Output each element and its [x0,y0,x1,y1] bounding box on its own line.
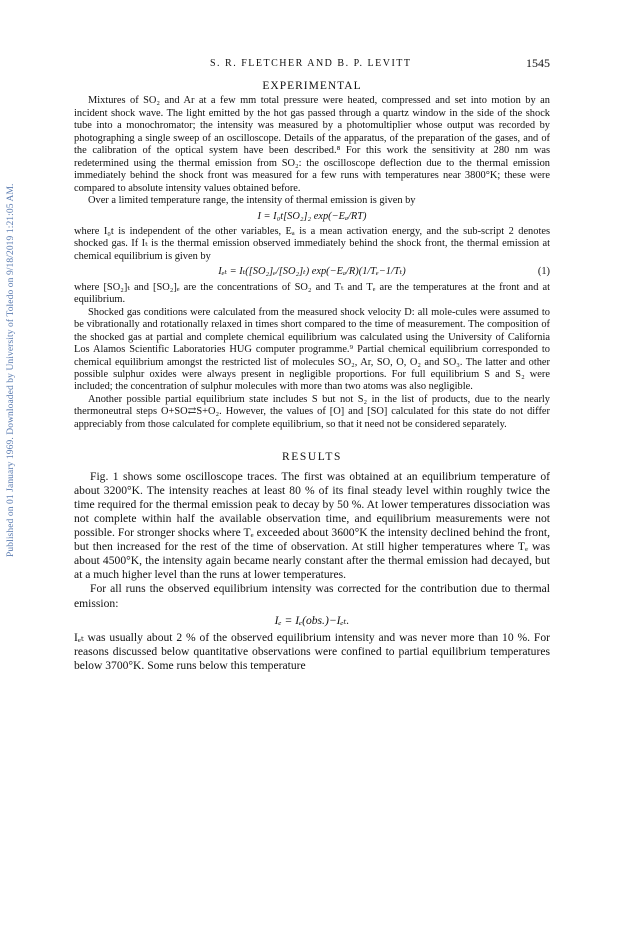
experimental-paragraph-1: Mixtures of SO₂ and Ar at a few mm total pressure were heated, compressed and set into motion by an incident shock wave. The light emitted by the hot gas passed through a quartz window in the side of the shock tube into a monochromator; the intensity was measured by a photomultiplier whose output was recorded by photographing a single sweep of an oscilloscope. Details of the apparatus, of the preparation of the gases, and of the calibration of the optical system have been described.⁸ For this work the sensitivity at 280 nm was redetermined using the thermal emission from SO₂: the oscilloscope deflection due to the thermal emission immediately behind the shock front was measured for a few runs with temperatures near 3800°K; these were compared to absolute intensity values obtained before. [74,95,550,194]
experimental-heading: EXPERIMENTAL [262,80,362,92]
page-number: 1545 [526,56,550,70]
equation-intensity: I = I₀t[SO₂]₂ exp(−Eₐ/RT) [257,210,367,222]
results-heading: RESULTS [282,451,342,464]
article-body [74,78,550,673]
equation-1 [74,266,550,278]
experimental-paragraph-4: where [SO₂]ₜ and [SO₂]ₑ are the concentrations of SO₂ and Tₜ and Tₑ are the temperatures at the front and at equilibrium. [74,281,550,306]
experimental-paragraph-5: Shocked gas conditions were calculated from the measured shock velocity D: all mole-cules were assumed to be vibrationally and rotationally relaxed in times short compared to the time of measurement. The composition of the shocked gas at partial and complete chemical equilibrium was calculated using the University of California Los Alamos Scientific Laboratories HUG computer programme.⁹ Partial chemical equilibrium corresponded to chemical equilibrium amongst the restricted list of molecules SO₂, Ar, SO, O, O₂ and SO₃. The latter and other possible sulphur oxides were always present in negligible proportions. For full equilibrium S and S₂ were included; the concentration of sulphur molecules with more than two atoms was also negligible. [74,306,550,393]
equation-corrected-intensity: Iₑ = Iₑ(obs.)−Iₑₜ. [274,613,350,627]
experimental-paragraph-3: where I₀t is independent of the other variables, Eₐ is a mean activation energy, and the sub-script 2 denotes shocked gas. If Iₜ is the thermal emission observed immediately behind the shock front, the thermal emission at chemical equilibrium is given by [74,225,550,262]
running-head-authors: S. R. FLETCHER AND B. P. LEVITT [210,58,412,69]
results-paragraph-3: Iₑₜ was usually about 2 % of the observed equilibrium intensity and was never more than 10 %. For reasons discussed below quantitative observations were confined to partial equilibrium temperatures below 3700°K. Some runs below this temperature [74,630,550,672]
results-body [74,470,550,673]
experimental-paragraph-6: Another possible partial equilibrium state includes S but not S₂ in the list of products, due to the nearly thermoneutral steps O+SO⇄S+O₂. However, the values of [O] and [SO] calculated for this state do not differ appreciably from those calculated for complete equilibrium, so that it need not be considered separately. [74,393,550,430]
download-watermark: Published on 01 January 1969. Downloaded by University of Toledo on 9/18/2019 1:21:05 AM. [6,183,16,557]
experimental-paragraph-2: Over a limited temperature range, the intensity of thermal emission is given by [88,195,416,207]
results-paragraph-1: Fig. 1 shows some oscilloscope traces. The first was obtained at an equilibrium temperature of about 3200°K. The intensity reaches at least 80 % of its final steady level within roughly twice the time required for the thermal emission peak to decay by 50 %. At lower temperatures dissociation was not complete within half the available observation time, and equilibrium measurements were not possible. For stronger shocks where Tₑ exceeded about 3600°K the intensity declined behind the front, but then increased for the rest of the time of observation. At still higher temperatures where Tₑ was about 4500°K, the intensity again became nearly constant after the thermal emission had decayed, but at a much higher level than the runs at lower temperatures. [74,469,550,582]
equation-1-body: Iₑₜ = Iₜ([SO₂]ₑ/[SO₂]ₜ) exp(−Eₐ/R)(1/Tₑ−1/Tₜ) [218,266,406,278]
results-paragraph-2: For all runs the observed equilibrium intensity was corrected for the contribution due to thermal emission: [74,582,550,610]
equation-1-number: (1) [537,266,550,278]
